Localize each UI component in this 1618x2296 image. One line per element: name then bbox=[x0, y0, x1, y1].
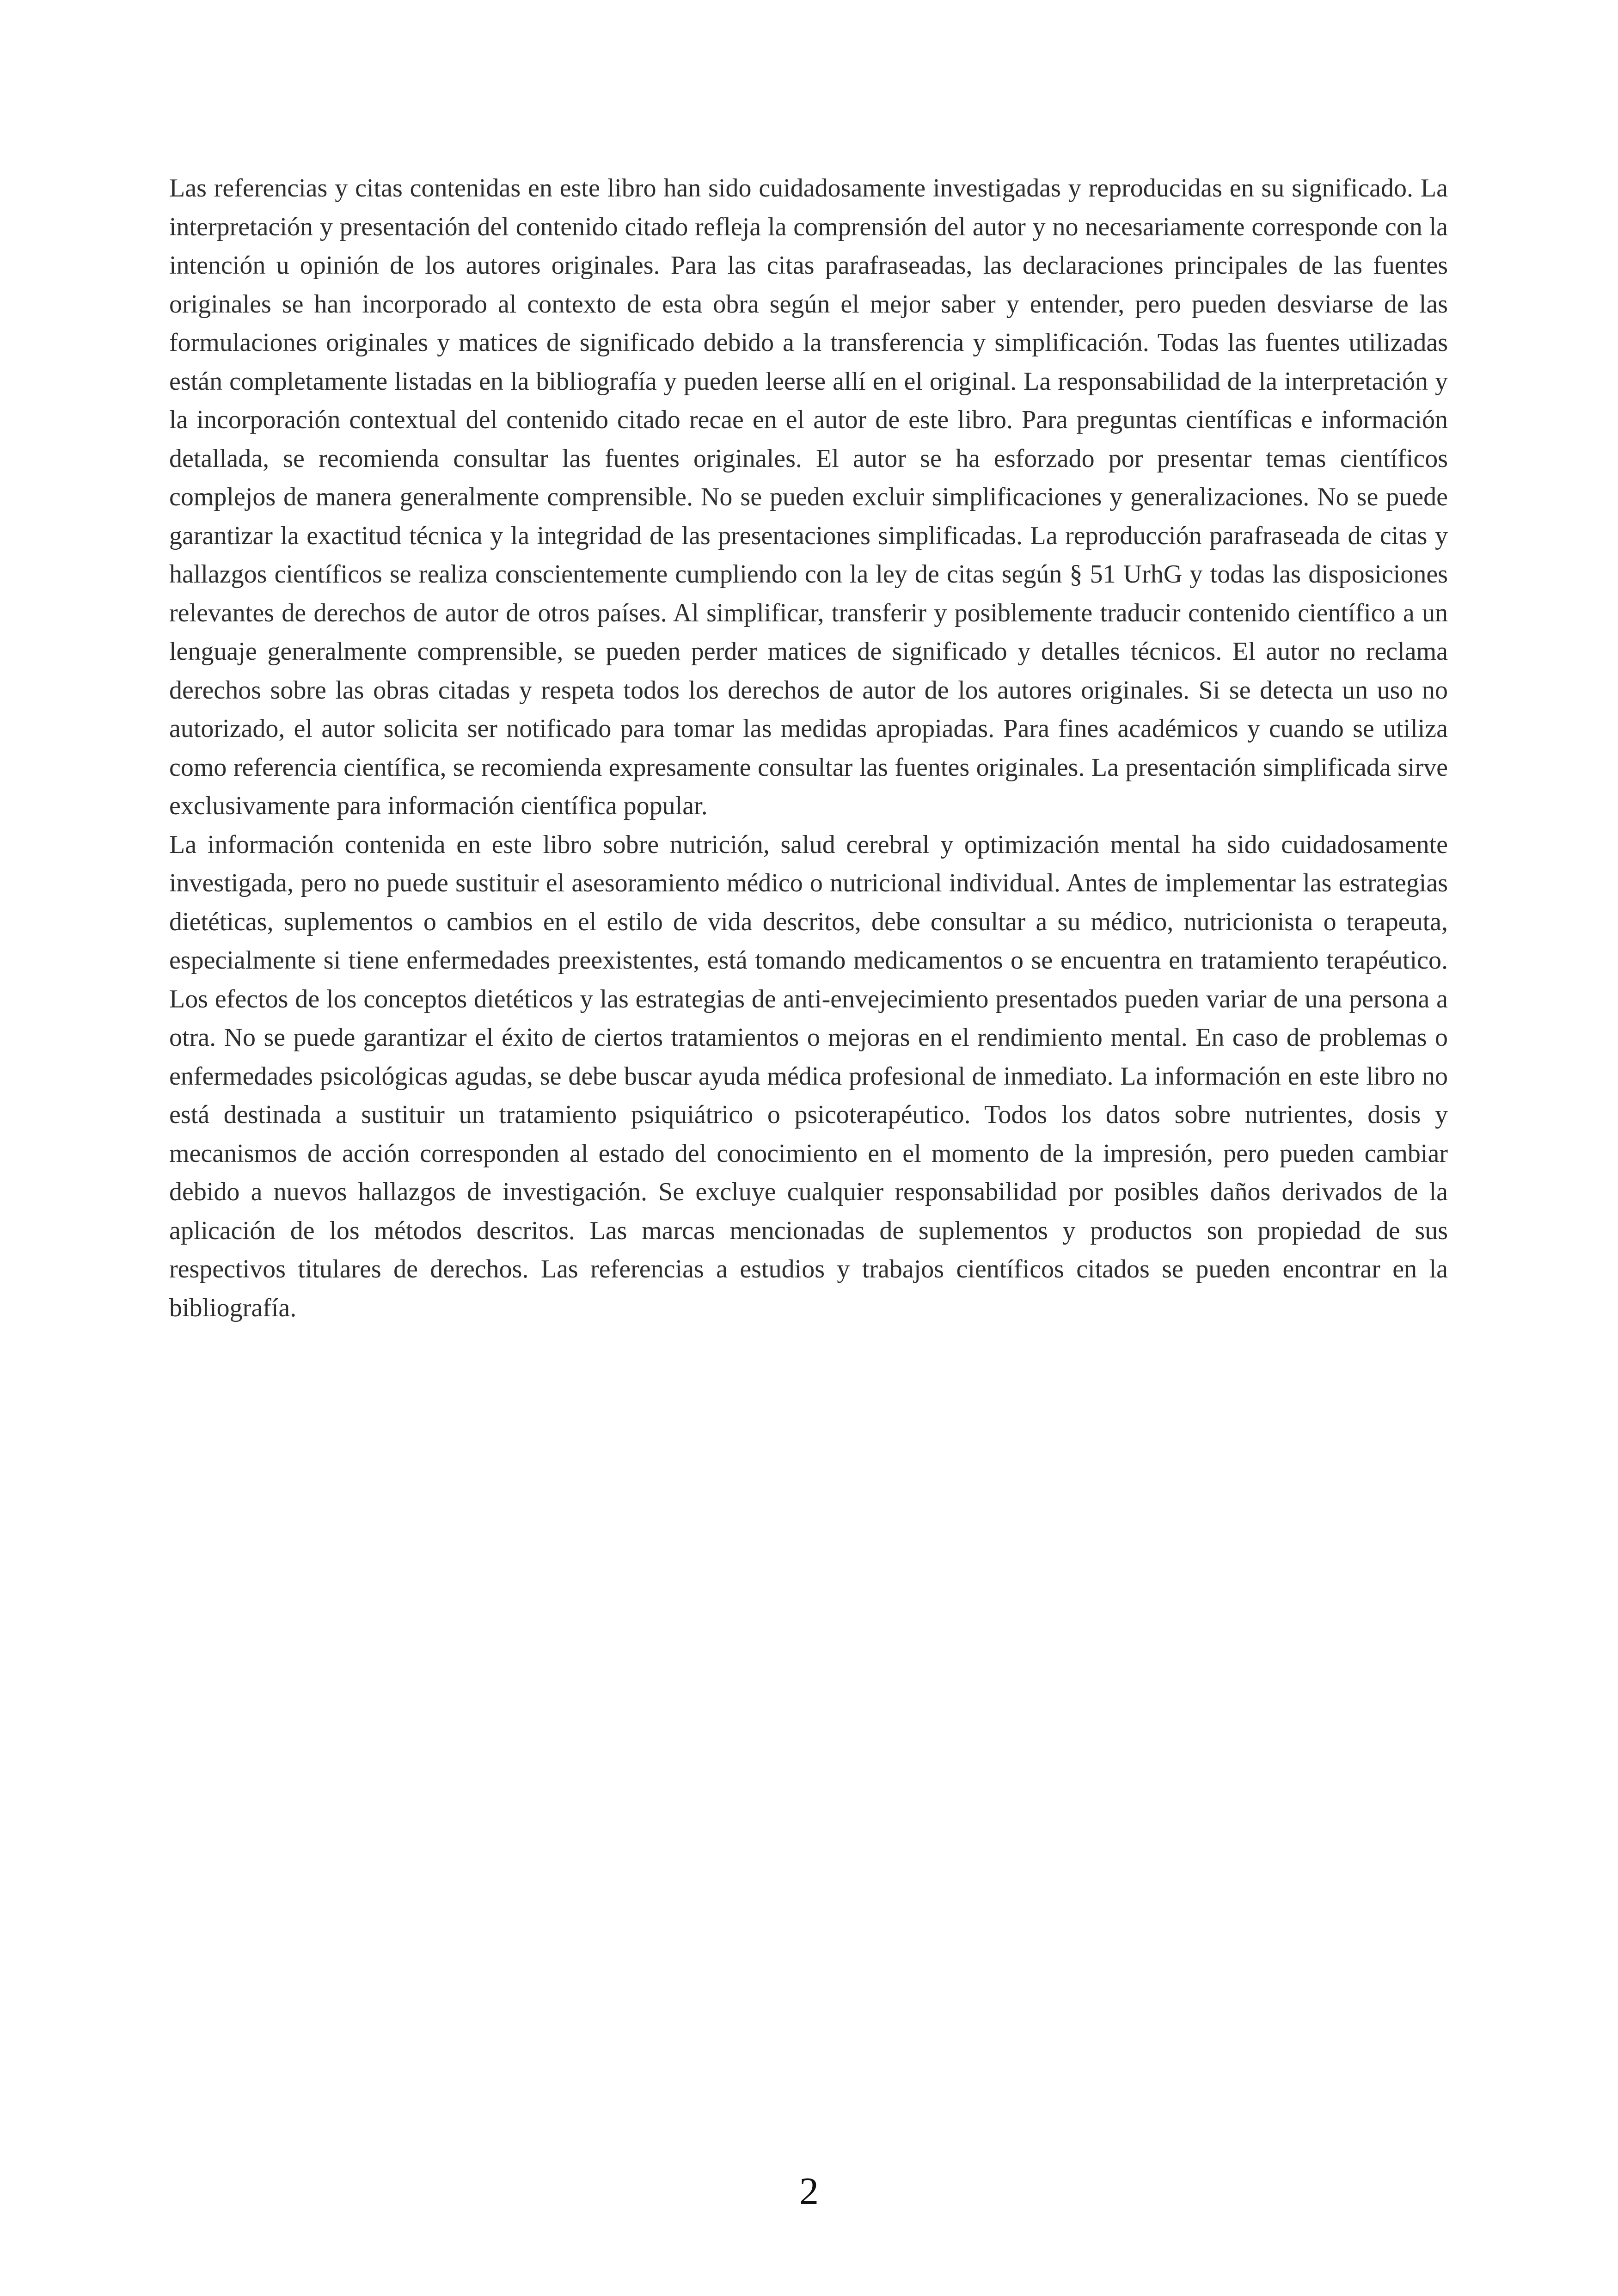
paragraph-medical-disclaimer: La información contenida en este libro sobre nutrición, salud cerebral y optimización mental ha sido cuidadosamente investigada, pero no puede sustituir el asesoramiento médico o nutricional individual. Antes de implementar las estrategias dietéticas, suplementos o cambios en el estilo de vida descritos, debe consultar a su médico, nutricionista o terapeuta, especialmente si tiene enfermedades preexistentes, está tomando medicamentos o se encuentra en tratamiento terapéutico. Los efectos de los conceptos dietéticos y las estrategias de anti-envejecimiento presentados pueden variar de una persona a otra. No se puede garantizar el éxito de ciertos tratamientos o mejoras en el rendimiento mental. En caso de problemas o enfermedades psicológicas agudas, se debe buscar ayuda médica profesional de inmediato. La información en este libro no está destinada a sustituir un tratamiento psiquiátrico o psicoterapéutico. Todos los datos sobre nutrientes, dosis y mecanismos de acción corresponden al estado del conocimiento en el momento de la impresión, pero pueden cambiar debido a nuevos hallazgos de investigación. Se excluye cualquier responsabilidad por posibles daños derivados de la aplicación de los métodos descritos. Las marcas mencionadas de suplementos y productos son propiedad de sus respectivos titulares de derechos. Las referencias a estudios y trabajos científicos citados se pueden encontrar en la bibliografía. bbox=[169, 830, 1448, 1322]
page-number: 2 bbox=[799, 2170, 819, 2213]
paragraph-citations-disclaimer: Las referencias y citas contenidas en este libro han sido cuidadosamente investigadas y reproducidas en su significado. La interpretación y presentación del contenido citado refleja la comprensión del autor y no necesariamente corresponde con la intención u opinión de los autores originales. Para las citas parafraseadas, las declaraciones principales de las fuentes originales se han incorporado al contexto de esta obra según el mejor saber y entender, pero pueden desviarse de las formulaciones originales y matices de significado debido a la transferencia y simplificación. Todas las fuentes utilizadas están completamente listadas en la bibliografía y pueden leerse allí en el original. La responsabilidad de la interpretación y la incorporación contextual del contenido citado recae en el autor de este libro. Para preguntas científicas e información detallada, se recomienda consultar las fuentes originales. El autor se ha esforzado por presentar temas científicos complejos de manera generalmente comprensible. No se pueden excluir simplificaciones y generalizaciones. No se puede garantizar la exactitud técnica y la integridad de las presentaciones simplificadas. La reproducción parafraseada de citas y hallazgos científicos se realiza conscientemente cumpliendo con la ley de citas según § 51 UrhG y todas las disposiciones relevantes de derechos de autor de otros países. Al simplificar, transferir y posiblemente traducir contenido científico a un lenguaje generalmente comprensible, se pueden perder matices de significado y detalles técnicos. El autor no reclama derechos sobre las obras citadas y respeta todos los derechos de autor de los autores originales. Si se detecta un uso no autorizado, el autor solicita ser notificado para tomar las medidas apropiadas. Para fines académicos y cuando se utiliza como referencia científica, se recomienda expresamente consultar las fuentes originales. La presentación simplificada sirve exclusivamente para información científica popular. bbox=[169, 174, 1448, 820]
body-text bbox=[169, 169, 1448, 1327]
